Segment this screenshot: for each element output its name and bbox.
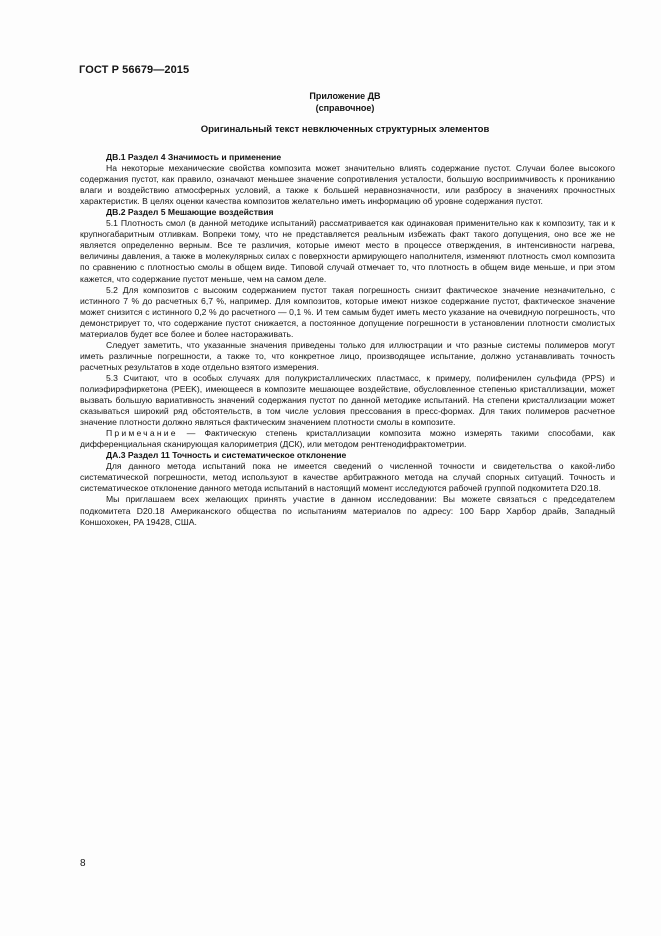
appendix-heading (0, 90, 661, 114)
note-text: — Фактическую степень кристаллизации композита можно измерять такими способами, как дифференциальная сканирующая калориметрия (ДСК), или методом рентгенодифрактометрии. (80, 428, 615, 450)
appendix-title: Приложение ДВ (309, 91, 381, 101)
section-heading-dv1: ДВ.1 Раздел 4 Значимость и применение (106, 152, 282, 162)
appendix-subtitle: (справочное) (315, 103, 375, 113)
paragraph: На некоторые механические свойства композита может значительно влиять содержание пустот. Случаи более высокого содержания пустот, как правило, означают меньшее значение сопротивления усталости, большую восприимчивость к проникaнию влаги и воздействию атмосферных условий, а также к большей неравнозначности, или разбросу в значениях прочностных характеристик. В целях оценки качества композитов желательно иметь информацию об уровне содержания пустот. (80, 163, 615, 207)
standard-code: ГОСТ Р 56679—2015 (79, 64, 190, 76)
section-heading-da3: ДА.3 Раздел 11 Точность и систематическое отклонение (106, 450, 347, 461)
note-label: Примечание (106, 428, 178, 439)
paragraph: Следует заметить, что указанные значения приведены только для иллюстрации и что разные системы полимеров могут иметь различные погрешности, а также то, что конкретное лицо, производящее испытание, должно устанавливать точность расчетных результатов в ходе отдельно взятого измерения. (80, 339, 615, 372)
section-heading-dv2: ДВ.2 Раздел 5 Мешающие воздействия (106, 207, 274, 218)
document-body (80, 152, 615, 528)
paragraph: Мы приглашаем всех желающих принять участие в данном исследовании: Вы можете связаться с председателем подкомитета D20.18 Американского общества по испытаниям материалов по адресу: 100 Барр Харбор драйв, Западный Коншохокен, PA 19428, США. (80, 494, 615, 527)
paragraph: 5.3 Считают, что в особых случаях для полукристаллических пластмасс, к примеру, полифенилен сульфида (PPS) и полиэфирэфиркетона (PEEK), имеющееся в композите мешающее воздействие, обусловленное степенью кристаллизации, может вызвать большую вариативность значений содержания пустот по данной методике испытаний. На степени кристаллизации может сказываться широкий ряд обстоятельств, в том числе условия прессования в пресс-формах. Для таких полимеров расчетное значение плотности должно являться фактическим значением плотности смолы в композите. (80, 372, 615, 428)
note-paragraph (80, 428, 615, 450)
paragraph: 5.1 Плотность смол (в данной методике испытаний) рассматривается как одинаковая применительно как к композиту, так и к крупногабаритным отливкам. Вопреки тому, что не представляется реальным избежать факт такого допущения, оно все же не является определенно верным. Все те различия, которые имеют место в процессе отверждения, в интенсивности нагрева, величины давления, а также в молекулярных силах с поверхности армирующего наполнителя, изменяют плотность смол композита по сравнению с плотностью смолы в общем виде. Типовой случай отмечает то, что плотность в общем виде меньше, и при этом кажется, что содержание пустот меньше, чем на самом деле. (80, 218, 615, 284)
paragraph: Для данного метода испытаний пока не имеется сведений о численной точности и свидетельства о какой-либо систематической погрешности, метод используют в качестве арбитражного метода на случай спорных ситуаций. Точность и систематическое отклонение данного метода испытаний в настоящий момент исследуются рабочей группой подкомитета D20.18. (80, 461, 615, 494)
paragraph: 5.2 Для композитов с высоким содержанием пустот такая погрешность снизит фактическое значение незначительно, с истинного 7 % до расчетных 6,7 %, например. Для композитов, которые имеют низкое содержание пустот, фактическое значение может снизится с истинного 0,2 % до расчетного — 0,1 %. И тем самым будет иметь место указание на очевидную погрешность, что демонстрирует то, что содержание пустот снижается, а постоянное допущение погрешности в установлении плотности смолистых материалов будет все более и более настораживать. (80, 284, 615, 339)
page-title: Оригинальный текст невключенных структурных элементов (200, 124, 490, 135)
page-number: 8 (80, 858, 86, 869)
